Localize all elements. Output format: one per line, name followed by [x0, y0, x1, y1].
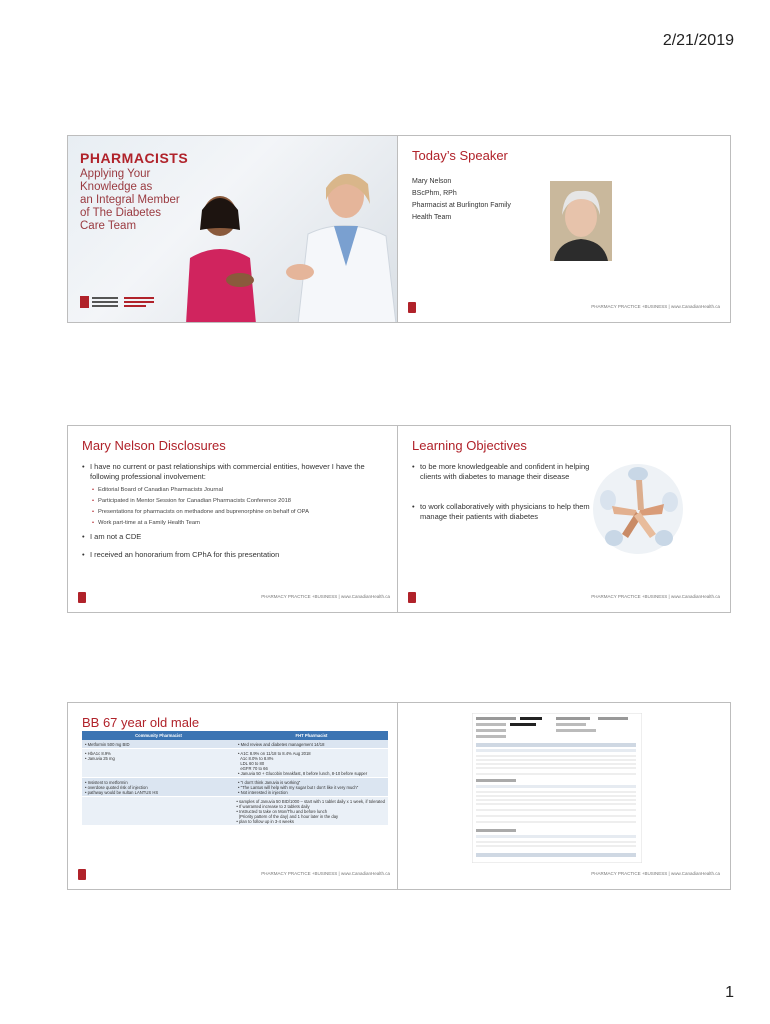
subitem-text: Work part-time at a Family Health Team [98, 520, 200, 526]
page-number: 1 [725, 984, 734, 1001]
slide-footer [408, 300, 720, 316]
disclosure-subitem: • Editorial Board of Canadian Pharmacists Journal [92, 486, 382, 494]
pharmacist-woman-image [278, 156, 398, 323]
bullet-text: I am not a CDE [90, 532, 142, 541]
subtitle-line: Applying Your [80, 168, 151, 180]
bullet-text: to be more knowledgeable and confident in helping clients with diabetes to manage their disease [420, 462, 590, 481]
team-hands-image [592, 460, 684, 558]
slide-learning-objectives [397, 425, 731, 613]
disclosure-subitem: • Participated in Mentor Session for Canadian Pharmacists Conference 2018 [92, 497, 382, 505]
footer-url: PHARMACY PRACTICE +BUSINESS | www.CanadianHealth.ca [591, 594, 720, 599]
table-cell: • Insistent to metformin • overdose quoted risk of injection • pathway would be sultan LANTUS HS [85, 779, 159, 795]
subtitle-line: Knowledge as [80, 181, 153, 193]
footer-url: PHARMACY PRACTICE +BUSINESS | www.CanadianHealth.ca [591, 871, 720, 876]
slide5-title: BB 67 year old male [82, 715, 200, 730]
table-row [82, 797, 388, 826]
speaker-info [412, 176, 552, 224]
subitem-text: Participated in Mentor Session for Canadian Pharmacists Conference 2018 [98, 498, 292, 504]
slide-footer [408, 590, 720, 606]
cpha-logo [408, 592, 488, 604]
table-row [82, 749, 388, 778]
cpha-logo [78, 592, 158, 604]
table-cell: • Metformin 500 mg BID [85, 741, 130, 747]
subitem-text: Editorial Board of Canadian Pharmacists Journal [98, 487, 224, 493]
table-cell: • "I don't think Januvia is working" • "The Lantus will help with my sugar but I don't like it very much" • Not interested in injection [238, 779, 359, 795]
slide-todays-speaker [397, 135, 731, 323]
scanned-lab-report-image [472, 713, 642, 863]
subitem-text: Presentations for pharmacists on methadone and buprenorphine on behalf of OPA [98, 509, 309, 515]
disclosure-subitem: • Work part-time at a Family Health Team [92, 519, 382, 527]
subtitle-line: of The Diabetes [80, 207, 161, 219]
subtitle-line: Care Team [80, 220, 137, 232]
col-header-community: Community Pharmacist [135, 733, 182, 738]
slide1-subtitle [80, 168, 210, 233]
table-cell: • A1C 8.9% on 11/18 to 8.4% Aug 2018 A1c 8.0% to 8.8% LDL 60 to 80 eGFR 70 to 66 • Januvia 50 + Glucobin breakfast, 8 before lunch, 8-10 before supper [238, 750, 368, 776]
objective-bullet: • to work collaboratively with physicians to help them manage their patients with diabetes [412, 502, 590, 521]
slide3-title: Mary Nelson Disclosures [82, 438, 226, 453]
table-header [82, 731, 388, 740]
slide-lab-document [397, 702, 731, 890]
slide-disclosures [67, 425, 401, 613]
bullet-text: I have no current or past relationships with commercial entities, however I have the following professional involvement: [90, 462, 365, 481]
slide2-title: Today’s Speaker [412, 148, 508, 163]
cpha-logo [80, 294, 190, 310]
speaker-role-line1: Pharmacist at Burlington Family [412, 202, 511, 209]
cpha-logo [408, 302, 488, 314]
table-cell [82, 797, 233, 825]
speaker-portrait-image [550, 181, 612, 261]
cpha-logo [78, 869, 158, 881]
footer-url: PHARMACY PRACTICE +BUSINESS | www.CanadianHealth.ca [261, 594, 390, 599]
table-row [82, 740, 388, 749]
disclosure-subitem: • Presentations for pharmacists on methadone and buprenorphine on behalf of OPA [92, 508, 382, 516]
table-cell: • HbA1c 8.9% • Januvia 25 mg [85, 750, 115, 761]
disclosure-bullet: • I received an honorarium from CPhA for this presentation [82, 550, 382, 560]
footer-url: PHARMACY PRACTICE +BUSINESS | www.CanadianHealth.ca [591, 304, 720, 309]
bullet-text: I received an honorarium from CPhA for this presentation [90, 550, 280, 559]
table-row [82, 778, 388, 797]
disclosure-bullet: • I have no current or past relationships with commercial entities, however I have the following professional involvement: [82, 462, 382, 482]
header-date: 2/21/2019 [662, 32, 734, 49]
speaker-role-line2: Health Team [412, 214, 452, 221]
objective-bullet: • to be more knowledgeable and confident in helping clients with diabetes to manage their disease [412, 462, 598, 482]
slide1-title: PHARMACISTS [80, 150, 189, 166]
disclosure-bullet: • I am not a CDE [82, 532, 382, 542]
table-cell: • Med review and diabetes management 14/18 [238, 741, 325, 747]
slide-footer [408, 867, 720, 883]
speaker-name: Mary Nelson [412, 178, 452, 185]
slide-footer [78, 590, 390, 606]
col-header-fht: FHT Pharmacist [295, 733, 328, 738]
slide-footer [78, 867, 390, 883]
bullet-text: to work collaboratively with physicians to help them manage their patients with diabetes [420, 502, 590, 521]
subtitle-line: an Integral Member [80, 194, 180, 206]
case-table [82, 731, 388, 826]
slide-title-pharmacists [67, 135, 401, 323]
footer-url: PHARMACY PRACTICE +BUSINESS | www.CanadianHealth.ca [261, 871, 390, 876]
slide4-title: Learning Objectives [412, 438, 527, 453]
speaker-credentials: BScPhm, RPh [412, 190, 457, 197]
slide-case-bb [67, 702, 401, 890]
table-cell: • samples of Januvia 50 BID/1000 – start with 1 tablet daily x 1 week, if tolerated • If warranted increase to 2 tablets daily • Instructed to take on Mon/Thu and before lunch (Priority pattern of the day) and 1 hour later in the day • plan to follow up in 3-4 weeks [236, 798, 385, 824]
